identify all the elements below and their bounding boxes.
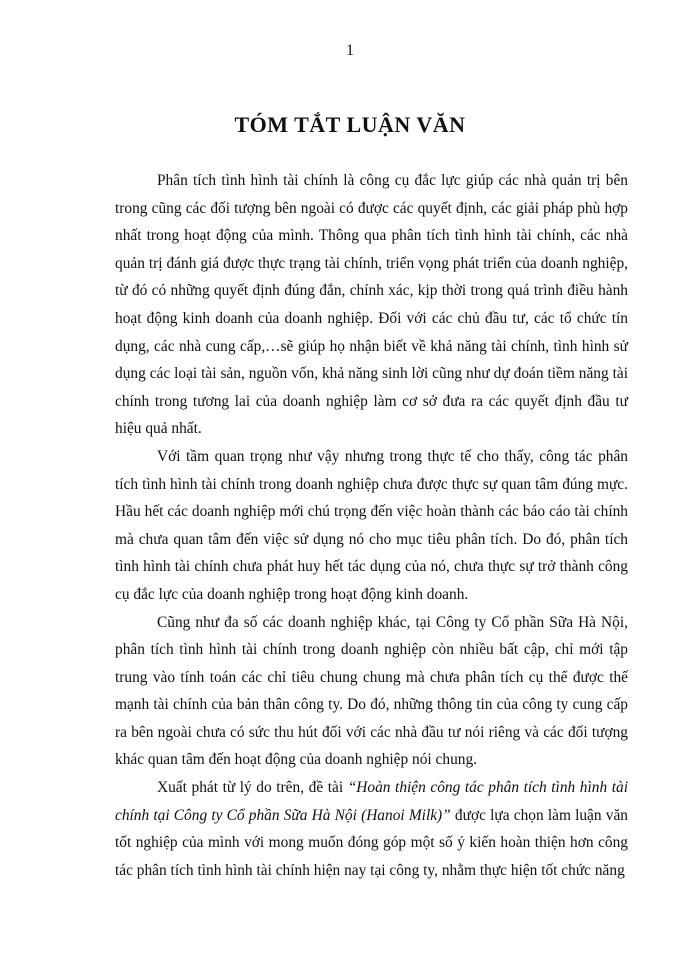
paragraph-2: Với tầm quan trọng như vậy nhưng trong thực tế cho thấy, công tác phân tích tình hình tài chính trong doanh nghiệp chưa được thực sự quan tâm đúng mực. Hầu hết các doanh nghiệp mới chú trọng đến việc hoàn thành các báo cáo tài chính mà chưa quan tâm đến việc sử dụng nó cho mục tiêu phân tích. Do đó, phân tích tình hình tài chính chưa phát huy hết tác dụng của nó, chưa thực sự trở thành công cụ đắc lực của doanh nghiệp trong hoạt động kinh doanh. [115, 447, 628, 603]
paragraph-4-intro: Xuất phát từ lý do trên, đề tài [157, 779, 348, 797]
paragraph-1: Phân tích tình hình tài chính là công cụ đắc lực giúp các nhà quản trị bên trong cũng các đối tượng bên ngoài có được các quyết định, các giải pháp phù hợp nhất trong hoạt động của mình. Thông qua phân tích tình hình tài chính, các nhà quản trị đánh giá được thực trạng tài chính, triển vọng phát triển của doanh nghiệp, từ đó có những quyết định đúng đắn, chính xác, kịp thời trong quá trình điều hành hoạt động kinh doanh của doanh nghiệp. Đối với các chủ đầu tư, các tổ chức tín dụng, các nhà cung cấp,…sẽ giúp họ nhận biết về khả năng tài chính, tình hình sử dụng các loại tài sản, nguồn vốn, khả năng sinh lời cũng như dự đoán tiềm năng tài chính trong tương lai của doanh nghiệp làm cơ sở đưa ra các quyết định đầu tư hiệu quả nhất. [115, 172, 628, 438]
paragraph-4 [115, 774, 628, 884]
paragraph-4-continuation: được lựa chọn làm luận văn tốt nghiệp của mình với mong muốn đóng góp một số ý kiến hoàn thiện hơn công tác phân tích tình hình tài chính hiện nay tại công ty, nhằm thực hiện tốt chức năng [115, 806, 628, 879]
thesis-topic-title: “Hoàn thiện công tác phân tích tình hình tài chính tại Công ty Cổ phần Sữa Hà Nội (Hanoi Milk)” [115, 779, 628, 824]
document-title: TÓM TẮT LUẬN VĂN [234, 112, 466, 137]
document-body [115, 167, 628, 884]
paragraph-3: Cũng như đa số các doanh nghiệp khác, tại Công ty Cổ phần Sữa Hà Nội, phân tích tình hình tài chính trong doanh nghiệp còn nhiều bất cập, chỉ mới tập trung vào tính toán các chỉ tiêu chung chung mà chưa phân tích cụ thể được thế mạnh tài chính của bản thân công ty. Do đó, những thông tin của công ty cung cấp ra bên ngoài chưa có sức thu hút đối với các nhà đầu tư nói riêng và các đối tượng khác quan tâm đến hoạt động của doanh nghiệp nói chung. [115, 613, 628, 769]
page-number: 1 [346, 42, 354, 59]
